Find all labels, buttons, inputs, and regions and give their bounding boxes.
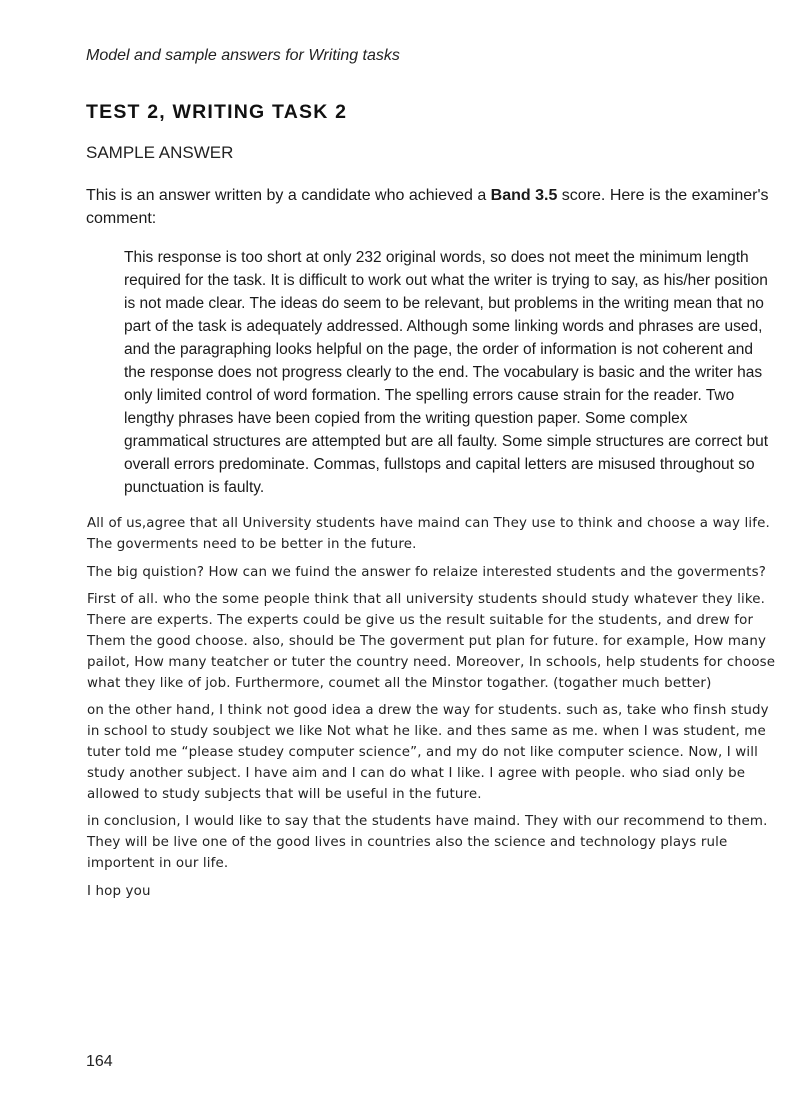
band-score: Band 3.5	[490, 187, 558, 204]
handwritten-answer	[87, 514, 777, 910]
answer-paragraph: All of us,agree that all University students have maind can They use to think and choose a way life. The goverments need to be better in the future.	[87, 516, 770, 552]
page-title: TEST 2, WRITING TASK 2	[86, 101, 348, 123]
answer-paragraph: in conclusion, I would like to say that the students have maind. They with our recommend to them. They will be live one of the good lives in countries also the science and technology plays rule importent in our life.	[87, 814, 768, 871]
intro-text-after: score. Here is the examiner's comment:	[86, 187, 769, 227]
intro-paragraph	[86, 184, 776, 230]
answer-paragraph: I hop you	[87, 883, 151, 899]
section-label: SAMPLE ANSWER	[86, 143, 234, 162]
running-head: Model and sample answers for Writing tasks	[86, 47, 400, 64]
intro-text-before: This is an answer written by a candidate who achieved a	[86, 187, 491, 204]
answer-paragraph: The big quistion? How can we fuind the answer fo relaize interested students and the goverments?	[87, 564, 766, 580]
examiner-comment: This response is too short at only 232 original words, so does not meet the minimum length required for the task. It is difficult to work out what the writer is trying to say, as his/her position is not made clear. The ideas do seem to be relevant, but problems in the writing mean that no part of the task is adequately addressed. Although some linking words and phrases are used, and the paragraphing looks helpful on the page, the order of information is not coherent and the response does not progress clearly to the end. The vocabulary is basic and the writer has only limited control of word formation. The spelling errors cause strain for the reader. Two lengthy phrases have been copied from the writing question paper. Some complex grammatical structures are attempted but are all faulty. Some simple structures are correct but overall errors predominate. Commas, fullstops and capital letters are misused throughout so punctuation is faulty.	[124, 249, 769, 496]
answer-paragraph: First of all. who the some people think that all university students should study whatever they like. There are experts. The experts could be give us the result suitable for the students, and drew for Them the good choose. also, should be The goverment put plan for future. for example, How many pailot, How many teatcher or tuter the country need. Moreover, In schools, help students for choose what they like of job. Furthermore, coumet all the Minstor togather. (togather much better)	[87, 592, 776, 691]
answer-paragraph: on the other hand, I think not good idea a drew the way for students. such as, take who finsh study in school to study soubject we like Not what he like. and thes same as me. when I was student, me tuter told me “please studey computer science”, and my do not like computer science. Now, I will study another subject. I have aim and I can do what I like. I agree with people. who siad only be allowed to study subjects that will be useful in the future.	[87, 703, 769, 802]
page-number: 164	[86, 1053, 113, 1070]
